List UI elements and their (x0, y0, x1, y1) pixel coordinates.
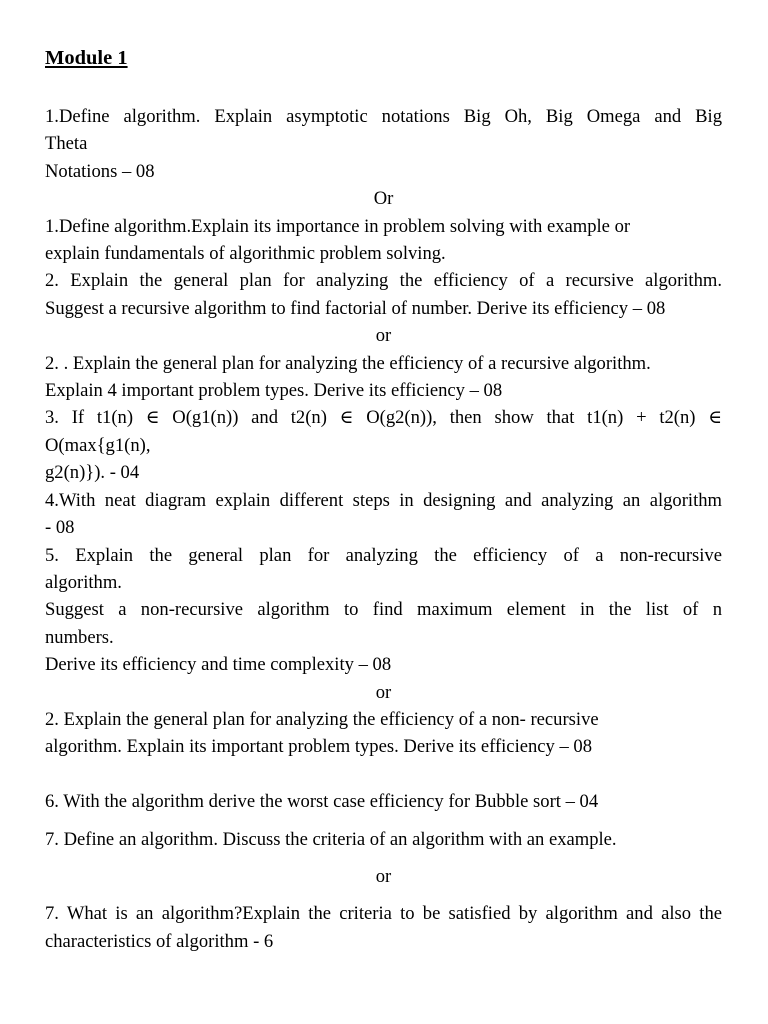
q2-alt-line-1: 2. . Explain the general plan for analyzing the efficiency of a recursive algorithm. (45, 352, 651, 374)
q7-line-1: 7. Define an algorithm. Discuss the criteria of an algorithm with an example. (45, 828, 617, 850)
q7-alt-line-2: characteristics of algorithm - 6 (45, 930, 274, 952)
q2-line-1: 2. Explain the general plan for analyzing the efficiency of a recursive algorithm. (45, 270, 722, 292)
q5-line-2: algorithm. (45, 571, 122, 593)
q1-alt-line-1: 1.Define algorithm.Explain its importance in problem solving with example or (45, 215, 631, 237)
or-separator-4: or (375, 865, 392, 887)
q5-line-3: Suggest a non-recursive algorithm to find maximum element in the list of n (45, 599, 722, 621)
or-separator-2: or (375, 325, 392, 347)
q5-alt-line-2: algorithm. Explain its important problem types. Derive its efficiency – 08 (45, 736, 593, 758)
q1-line-1: 1.Define algorithm. Explain asymptotic notations Big Oh, Big Omega and Big (45, 106, 722, 127)
q1-line-2: Theta (45, 133, 88, 155)
q1-line-3: Notations – 08 (45, 160, 155, 182)
question-list (45, 103, 722, 955)
or-separator-3: or (375, 681, 392, 703)
q3-line-2: O(max{g1(n), (45, 434, 151, 456)
q5-line-5: Derive its efficiency and time complexity – 08 (45, 654, 392, 676)
q2-line-2: Suggest a recursive algorithm to find factorial of number. Derive its efficiency – 08 (45, 297, 666, 319)
q2-alt-line-2: Explain 4 important problem types. Derive its efficiency – 08 (45, 380, 503, 402)
q4-line-1: 4.With neat diagram explain different steps in designing and analyzing an algorithm (45, 489, 722, 511)
q5-line-1: 5. Explain the general plan for analyzing the efficiency of a non-recursive (45, 544, 722, 566)
q5-alt-line-1: 2. Explain the general plan for analyzing the efficiency of a non- recursive (45, 708, 599, 730)
q6-line-1: 6. With the algorithm derive the worst case efficiency for Bubble sort – 04 (45, 791, 599, 813)
module-heading: Module 1 (45, 47, 128, 69)
q7-alt-line-1: 7. What is an algorithm?Explain the criteria to be satisfied by algorithm and also the (45, 903, 722, 925)
q3-line-1: 3. If t1(n) ∈ O(g1(n)) and t2(n) ∈ O(g2(n)), then show that t1(n) + t2(n) ∈ (45, 407, 722, 429)
q4-line-2: - 08 (45, 517, 75, 539)
q1-alt-line-2: explain fundamentals of algorithmic problem solving. (45, 243, 446, 265)
q5-line-4: numbers. (45, 626, 114, 648)
or-separator-1: Or (373, 188, 394, 210)
q3-line-3: g2(n)}). - 04 (45, 462, 140, 484)
